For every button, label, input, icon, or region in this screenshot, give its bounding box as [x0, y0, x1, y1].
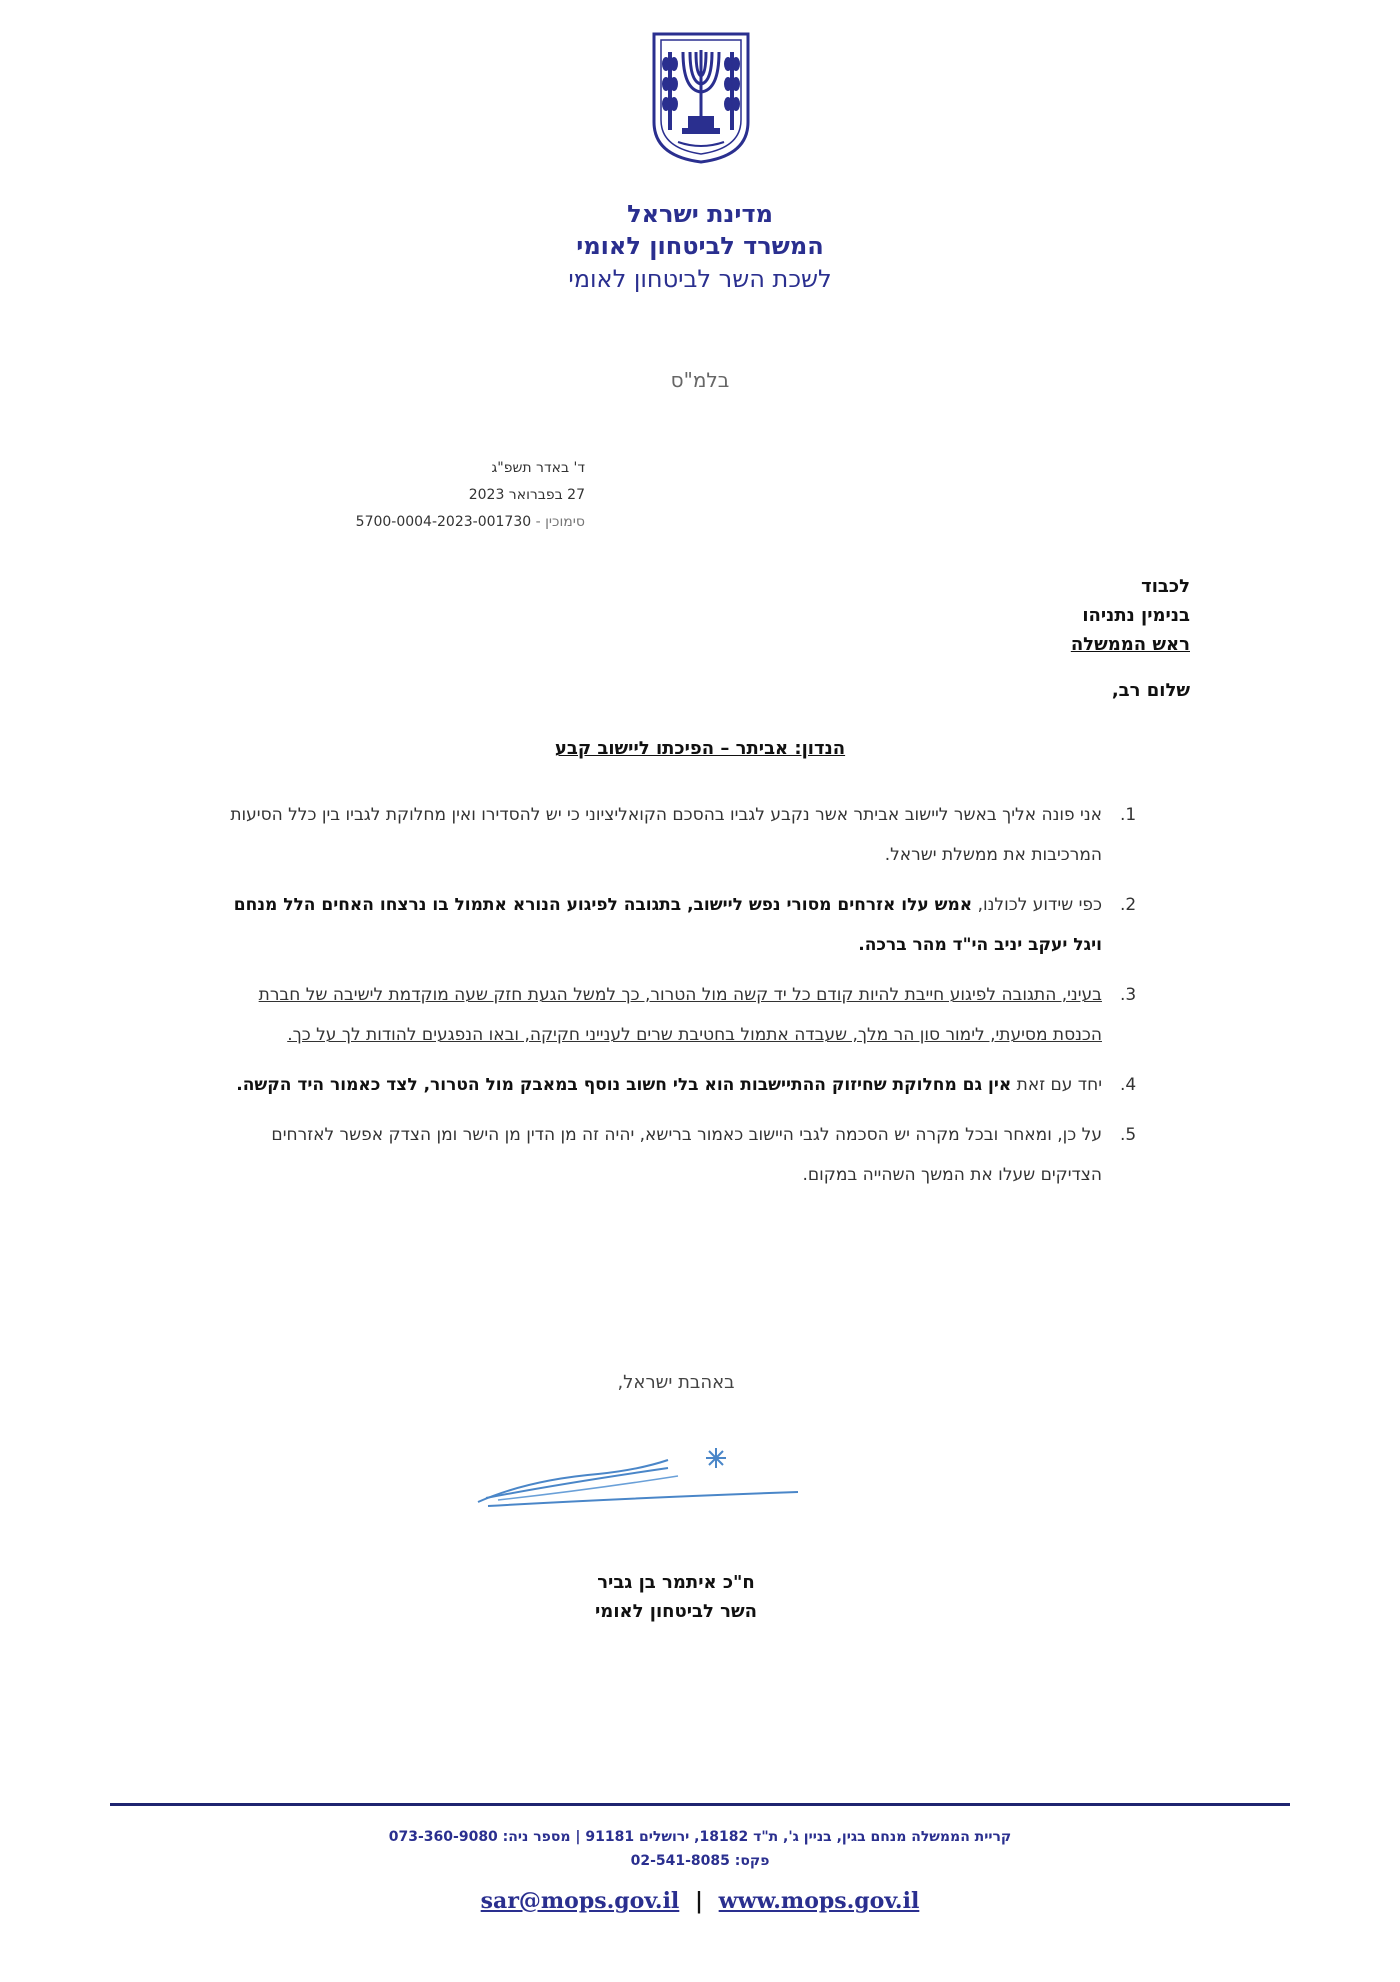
footer-divider	[110, 1803, 1290, 1806]
list-item	[210, 1115, 1150, 1195]
item-text: אני פונה אליך באשר ליישוב אביתר אשר נקבע לגביו בהסכם הקואליציוני כי יש להסדירו ואין מחלוקת לגביו בין כלל הסיעות המרכיבות את ממשלת ישראל.	[230, 805, 1102, 865]
classification-label: בלמ"ס	[670, 368, 730, 392]
item-number: 2.	[1120, 895, 1137, 915]
letter-body	[210, 795, 1150, 1205]
letterhead	[0, 198, 1400, 296]
item-text-intro: כפי שידוע לכולנו,	[977, 895, 1102, 915]
item-text-intro: יחד עם זאת	[1016, 1075, 1102, 1095]
gregorian-date: 27 בפברואר 2023	[468, 487, 585, 503]
item-text: בעיני, התגובה לפיגוע חייבת להיות קודם כל יד קשה מול הטרור, כך למשל הגעת חזק שעה מוקדמת לישיבה של חברת הכנסת מסיעתי, לימור סון הר מלך, שעבדה אתמול בחטיבת שרים לענייני חקיקה, ובאו הנפגעים להודות לך על כך.	[258, 985, 1102, 1045]
addressee-block	[790, 572, 1190, 659]
list-item	[210, 975, 1150, 1055]
item-number: 5.	[1120, 1125, 1137, 1145]
handwritten-signature-icon	[468, 1440, 808, 1520]
footer-contact	[0, 1825, 1400, 1873]
closing-line: באהבת ישראל,	[617, 1372, 735, 1393]
footer-fax: פקס: 02-541-8085	[630, 1853, 770, 1869]
link-separator: |	[694, 1888, 703, 1914]
item-text: על כן, ומאחר ובכל מקרה יש הסכמה לגבי היישוב כאמור ברישא, יהיה זה מן הדין מן הישר ומן הצדק אפשר לאזרחים הצדיקים שעלו את המשך השהייה במקום.	[271, 1125, 1102, 1185]
subject-line: הנדון: אביתר – הפיכתו ליישוב קבע	[554, 738, 846, 759]
addressee-title: ראש הממשלה	[1070, 634, 1190, 655]
item-number: 3.	[1120, 985, 1137, 1005]
website-link[interactable]: www.mops.gov.il	[718, 1888, 920, 1914]
state-name: מדינת ישראל	[627, 200, 773, 228]
item-text-bold: אמש עלו אזרחים מסורי נפש ליישוב, בתגובה לפיגוע הנורא אתמול בו נרצחו האחים הלל מנחם ויגל יעקב יניב הי"ד מהר ברכה.	[233, 895, 1102, 955]
list-item	[210, 1065, 1150, 1105]
ministry-name: המשרד לביטחון לאומי	[576, 232, 824, 260]
signer-title: השר לביטחון לאומי	[595, 1601, 757, 1622]
list-item	[210, 795, 1150, 875]
footer-links	[0, 1888, 1400, 1914]
email-link[interactable]: sar@mops.gov.il	[480, 1888, 680, 1914]
menorah-emblem-icon	[648, 30, 754, 166]
greeting: שלום רב,	[1111, 680, 1190, 701]
list-item	[210, 885, 1150, 965]
signer-name: ח"כ איתמר בן גביר	[597, 1572, 755, 1593]
item-text-bold: אין גם מחלוקת שחיזוק ההתיישבות הוא בלי חשוב נוסף במאבק מול הטרור, לצד כאמור היד הקשה.	[236, 1075, 1012, 1095]
footer-address: קריית הממשלה מנחם בגין, בניין ג', ת"ד 18182, ירושלים 91181 | מספר ניה: 073-360-9080	[388, 1829, 1012, 1845]
letter-meta	[225, 455, 585, 536]
office-name: לשכת השר לביטחון לאומי	[568, 265, 832, 293]
addressee-name: בנימין נתניהו	[1082, 605, 1190, 626]
addressee-to: לכבוד	[1141, 576, 1190, 597]
reference	[225, 509, 585, 536]
item-number: 1.	[1120, 805, 1137, 825]
hebrew-date: ד' באדר תשפ"ג	[491, 460, 585, 476]
reference-number: 5700-0004-2023-001730	[355, 514, 532, 530]
reference-label: סימוכין -	[535, 514, 585, 530]
signer-block	[0, 1568, 1352, 1626]
item-number: 4.	[1120, 1075, 1137, 1095]
